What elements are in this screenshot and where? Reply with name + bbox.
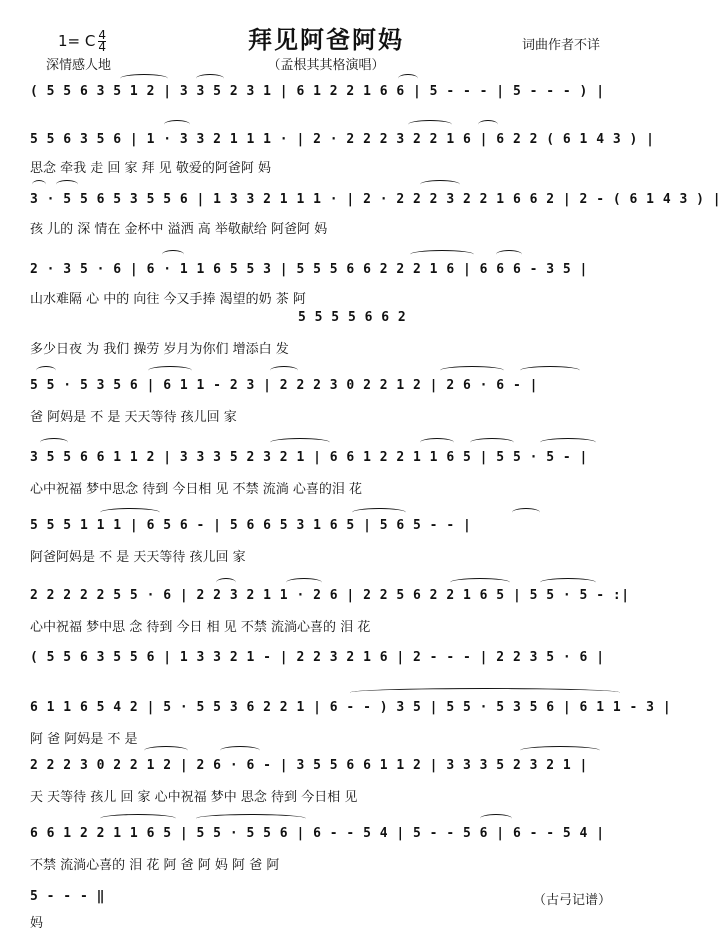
slur-mark	[496, 250, 522, 259]
slur-mark	[144, 746, 188, 755]
lyric-line: 天 天等待 孩儿 回 家 心中祝福 梦中 思念 待到 今日相 见	[30, 790, 358, 805]
slur-mark	[408, 120, 452, 129]
slur-mark	[478, 120, 498, 129]
slur-mark	[164, 120, 190, 129]
slur-mark	[440, 366, 504, 375]
slur-mark	[32, 180, 46, 189]
notation-line: 2 2 2 3 0 2 2 1 2 | 2 6 · 6 - | 3 5 5 6 6 1 1 2 | 3 3 3 5 2 3 2 1 |	[30, 758, 588, 773]
lyric-line: 阿 爸 阿妈是 不 是	[30, 732, 138, 747]
slur-mark	[512, 508, 540, 517]
slur-mark	[410, 250, 474, 259]
key-signature	[58, 30, 106, 53]
variant-notation: 5 5 5 5 6 6 2	[298, 310, 407, 325]
slur-mark	[270, 438, 330, 447]
slur-mark	[520, 746, 600, 755]
slur-mark	[270, 366, 298, 375]
slur-mark	[100, 814, 176, 823]
lyric-line: 阿爸阿妈是 不 是 天天等待 孩儿回 家	[30, 550, 246, 565]
notation-line: ( 5 5 6 3 5 1 2 | 3 3 5 2 3 1 | 6 1 2 2 1 6 6 | 5 - - - | 5 - - - ) |	[30, 84, 605, 99]
transcriber-credit: （古弓记谱）	[533, 893, 612, 908]
slur-mark	[286, 578, 322, 587]
time-top: 4	[98, 28, 106, 42]
slur-mark	[196, 814, 306, 823]
notation-line: 3 · 5 5 6 5 3 5 5 6 | 1 3 3 2 1 1 1 · | 2 · 2 2 2 3 2 2 1 6 6 2 | 2 - ( 6 1 4 3 ) |	[30, 192, 721, 207]
slur-mark	[216, 578, 236, 587]
slur-mark	[470, 438, 514, 447]
lyric-line: 心中祝福 梦中思 念 待到 今日 相 见 不禁 流淌心喜的 泪 花	[30, 620, 371, 635]
lyric-line: 多少日夜 为 我们 操劳 岁月为你们 增添白 发	[30, 342, 289, 357]
key-label: 1= C	[58, 32, 96, 50]
lyric-line: 心中祝福 梦中思念 待到 今日相 见 不禁 流淌 心喜的泪 花	[30, 482, 363, 497]
slur-mark	[148, 366, 192, 375]
singer-credit: （孟根其其格演唱）	[267, 58, 385, 73]
slur-mark	[420, 180, 460, 189]
slur-mark	[40, 438, 68, 447]
slur-mark	[350, 688, 620, 697]
slur-mark	[120, 74, 168, 83]
slur-mark	[56, 180, 78, 189]
lyric-line: 思念 牵我 走 回 家 拜 见 敬爱的阿爸阿 妈	[30, 161, 272, 176]
slur-mark	[100, 508, 160, 517]
notation-line: ( 5 5 6 3 5 5 6 | 1 3 3 2 1 - | 2 2 3 2 1 6 | 2 - - - | 2 2 3 5 · 6 |	[30, 650, 605, 665]
slur-mark	[220, 746, 260, 755]
slur-mark	[398, 74, 418, 83]
notation-line: 5 5 5 1 1 1 | 6 5 6 - | 5 6 6 5 3 1 6 5 | 5 6 5 - - |	[30, 518, 472, 533]
slur-mark	[420, 438, 454, 447]
lyric-line: 爸 阿妈是 不 是 天天等待 孩儿回 家	[30, 410, 237, 425]
notation-line: 6 6 1 2 2 1 1 6 5 | 5 5 · 5 5 6 | 6 - - 5 4 | 5 - - 5 6 | 6 - - 5 4 |	[30, 826, 605, 841]
lyric-line: 孩 儿的 深 情在 金杯中 溢洒 高 举敬献给 阿爸阿 妈	[30, 222, 328, 237]
composer-credit: 词曲作者不详	[522, 38, 601, 53]
slur-mark	[352, 508, 406, 517]
time-bottom: 4	[98, 40, 106, 54]
slur-mark	[162, 250, 184, 259]
lyric-line: 山水难隔 心 中的 向往 今又手捧 渴望的奶 茶 阿	[30, 292, 306, 307]
slur-mark	[36, 366, 56, 375]
slur-mark	[540, 578, 596, 587]
song-title: 拜见阿爸阿妈	[248, 26, 404, 54]
time-signature	[98, 30, 106, 53]
slur-mark	[520, 366, 580, 375]
notation-line: 5 5 6 3 5 6 | 1 · 3 3 2 1 1 1 · | 2 · 2 2 2 3 2 2 1 6 | 6 2 2 ( 6 1 4 3 ) |	[30, 132, 655, 147]
lyric-line: 不禁 流淌心喜的 泪 花 阿 爸 阿 妈 阿 爸 阿	[30, 858, 280, 873]
notation-line: 2 2 2 2 2 5 5 · 6 | 2 2 3 2 1 1 · 2 6 | 2 2 5 6 2 2 1 6 5 | 5 5 · 5 - :|	[30, 588, 630, 603]
notation-line: 3 5 5 6 6 1 1 2 | 3 3 3 5 2 3 2 1 | 6 6 1 2 2 1 1 6 5 | 5 5 · 5 - |	[30, 450, 588, 465]
performance-style: 深情感人地	[46, 58, 112, 73]
slur-mark	[196, 74, 224, 83]
slur-mark	[450, 578, 510, 587]
slur-mark	[480, 814, 512, 823]
notation-line: 5 5 · 5 3 5 6 | 6 1 1 - 2 3 | 2 2 2 3 0 2 2 1 2 | 2 6 · 6 - |	[30, 378, 538, 393]
notation-line: 5 - - - ‖	[30, 889, 105, 904]
notation-line: 2 · 3 5 · 6 | 6 · 1 1 6 5 5 3 | 5 5 5 6 6 2 2 2 1 6 | 6 6 6 - 3 5 |	[30, 262, 588, 277]
notation-line: 6 1 1 6 5 4 2 | 5 · 5 5 3 6 2 2 1 | 6 - - ) 3 5 | 5 5 · 5 3 5 6 | 6 1 1 - 3 |	[30, 700, 672, 715]
slur-mark	[540, 438, 596, 447]
lyric-line: 妈	[30, 916, 44, 931]
